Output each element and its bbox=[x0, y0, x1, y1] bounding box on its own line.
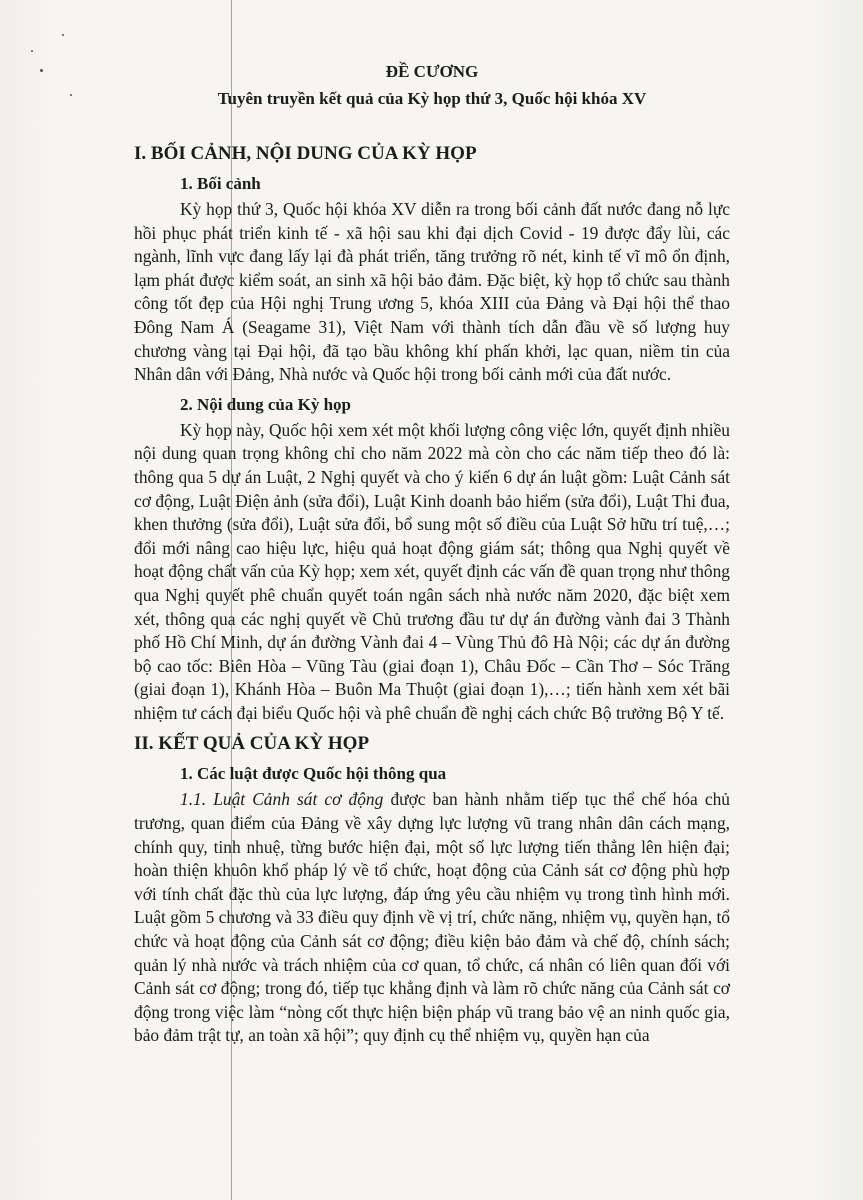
document-title: ĐỀ CƯƠNG bbox=[385, 62, 479, 81]
scan-speck bbox=[62, 34, 64, 36]
document-content bbox=[134, 58, 730, 1051]
subsection-heading-laws-passed: 1. Các luật được Quốc hội thông qua bbox=[180, 764, 447, 784]
paragraph-contents: Kỳ họp này, Quốc hội xem xét một khối lượng công việc lớn, quyết định nhiều nội dung quan trọng không chỉ cho năm 2022 mà còn cho các năm tiếp theo đó là: thông qua 5 dự án Luật, 2 Nghị quyết và cho ý kiến 6 dự án luật gồm: Luật Cảnh sát cơ động, Luật Điện ảnh (sửa đổi), Luật Kinh doanh bảo hiểm (sửa đổi), Luật Thi đua, khen thưởng (sửa đổi), Luật sửa đổi, bổ sung một số điều của Luật Sở hữu trí tuệ,…; đổi mới nâng cao hiệu lực, hiệu quả hoạt động giám sát; thông qua Nghị quyết về hoạt động chất vấn của Kỳ họp; xem xét, quyết định các vấn đề quan trọng như thông qua Nghị quyết phê chuẩn quyết toán ngân sách nhà nước năm 2020, đặc biệt xem xét, thông qua các nghị quyết về Chủ trương đầu tư dự án đường vành đai 3 Thành phố Hồ Chí Minh, dự án đường Vành đai 4 – Vùng Thủ đô Hà Nội; các dự án đường bộ cao tốc: Biên Hòa – Vũng Tàu (giai đoạn 1), Châu Đốc – Cần Thơ – Sóc Trăng (giai đoạn 1), Khánh Hòa – Buôn Ma Thuột (giai đoạn 1),…; tiến hành xem xét bãi nhiệm tư cách đại biểu Quốc hội và phê chuẩn đề nghị cách chức Bộ trưởng Bộ Y tế. bbox=[134, 419, 730, 723]
subsection-heading-contents: 2. Nội dung của Kỳ họp bbox=[180, 394, 351, 414]
section-heading-context: I. BỐI CẢNH, NỘI DUNG CỦA KỲ HỌP bbox=[134, 143, 477, 164]
scan-speck bbox=[40, 69, 43, 72]
paragraph-mobile-police-law bbox=[134, 788, 730, 1048]
law-name-italic: 1.1. Luật Cảnh sát cơ động bbox=[180, 789, 384, 810]
scan-speck bbox=[31, 50, 33, 52]
section-heading-results: II. KẾT QUẢ CỦA KỲ HỌP bbox=[134, 733, 370, 755]
law-description: được ban hành nhằm tiếp tục thể chế hóa chủ trương, quan điểm của Đảng về xây dựng lực lượng vũ trang nhân dân cách mạng, chính quy, tinh nhuệ, từng bước hiện đại, một số lực lượng tiến thẳng lên hiện đại; hoàn thiện khuôn khổ pháp lý về tổ chức, hoạt động của Cảnh sát cơ động phù hợp với tính chất đặc thù của lực lượng, đáp ứng yêu cầu nhiệm vụ trong tình hình mới. Luật gồm 5 chương và 33 điều quy định về vị trí, chức năng, nhiệm vụ, quyền hạn, tổ chức và hoạt động của Cảnh sát cơ động; điều kiện bảo đảm và chế độ, chính sách; quản lý nhà nước và trách nhiệm của cơ quan, tổ chức, cá nhân có liên quan đối với Cảnh sát cơ động; trong đó, tiếp tục khẳng định và làm rõ chức năng của Cảnh sát cơ động trong việc làm “nòng cốt thực hiện biện pháp vũ trang bảo vệ an ninh quốc gia, bảo đảm trật tự, an toàn xã hội”; quy định cụ thể nhiệm vụ, quyền hạn của bbox=[134, 789, 730, 1046]
paragraph-background: Kỳ họp thứ 3, Quốc hội khóa XV diễn ra trong bối cảnh đất nước đang nỗ lực hồi phục phát triển kinh tế - xã hội sau khi đại dịch Covid - 19 được đẩy lùi, các ngành, lĩnh vực đang lấy lại đà phát triển, tăng trưởng rõ nét, kinh tế vĩ mô ổn định, lạm phát được kiểm soát, an sinh xã hội bảo đảm. Đặc biệt, kỳ họp tổ chức sau thành công tốt đẹp của Hội nghị Trung ương 5, khóa XIII của Đảng và Đại hội thể thao Đông Nam Á (Seagame 31), Việt Nam với thành tích dẫn đầu về số lượng huy chương vàng tại Đại hội, đã tạo bầu không khí phấn khởi, lạc quan, niềm tin của Nhân dân với Đảng, Nhà nước và Quốc hội trong bối cảnh mới của đất nước. bbox=[134, 199, 730, 385]
scan-speck bbox=[70, 94, 72, 96]
subsection-heading-background: 1. Bối cảnh bbox=[180, 174, 261, 193]
document-subtitle: Tuyên truyền kết quả của Kỳ họp thứ 3, Quốc hội khóa XV bbox=[217, 89, 647, 108]
